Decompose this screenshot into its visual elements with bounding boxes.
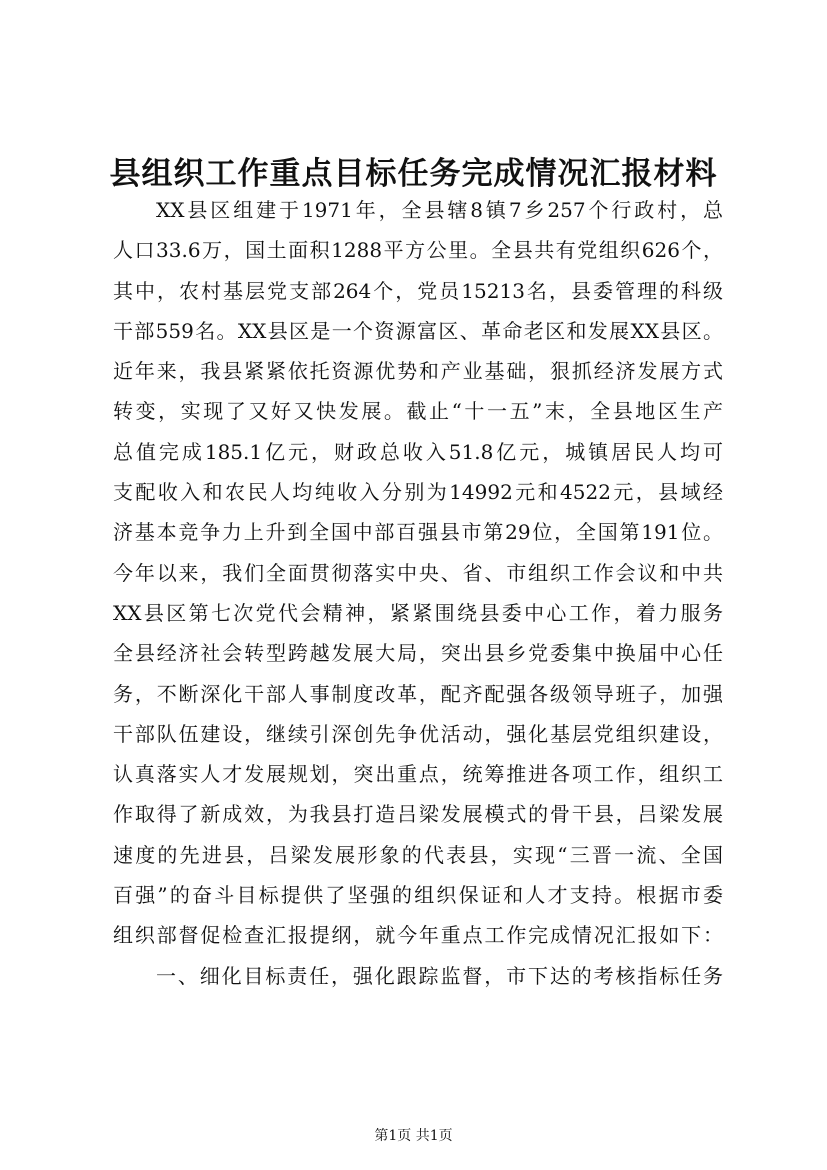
body-line: 百强”的奋斗目标提供了坚强的组织保证和人才支持。根据市委 — [113, 883, 723, 908]
body-line: 近年来，我县紧紧依托资源优势和产业基础，狠抓经济发展方式 — [113, 359, 723, 384]
body-line: 干部559名。XX县区是一个资源富区、革命老区和发展XX县区。 — [113, 318, 723, 343]
body-line: XX县区组建于1971年，全县辖8镇7乡257个行政村，总 — [156, 198, 723, 222]
body-line: 转变，实现了又好又快发展。截止“十一五”末，全县地区生产 — [113, 399, 723, 424]
body-line: 支配收入和农民人均纯收入分别为14992元和4522元，县域经 — [113, 480, 723, 505]
body-line: 全县经济社会转型跨越发展大局，突出县乡党委集中换届中心任 — [113, 641, 723, 666]
body-line: 组织部督促检查汇报提纲，就今年重点工作完成情况汇报如下： — [113, 923, 723, 948]
body-line: 其中，农村基层党支部264个，党员15213名，县委管理的科级 — [113, 278, 723, 303]
body-line: XX县区第七次党代会精神，紧紧围绕县委中心工作，着力服务 — [113, 600, 723, 625]
body-line: 作取得了新成效，为我县打造吕梁发展模式的骨干县，吕梁发展 — [113, 802, 723, 827]
body-line: 人口33.6万，国土面积1288平方公里。全县共有党组织626个， — [113, 238, 723, 263]
body-line: 一、细化目标责任，强化跟踪监督，市下达的考核指标任务 — [156, 963, 723, 988]
body-line: 总值完成185.1亿元，财政总收入51.8亿元，城镇居民人均可 — [113, 439, 723, 464]
body-line: 认真落实人才发展规划，突出重点，统筹推进各项工作，组织工 — [113, 762, 723, 787]
body-line: 速度的先进县，吕梁发展形象的代表县，实现“三晋一流、全国 — [113, 842, 723, 867]
body-line: 务，不断深化干部人事制度改革，配齐配强各级领导班子，加强 — [113, 681, 723, 706]
body-line: 干部队伍建设，继续引深创先争优活动，强化基层党组织建设， — [113, 721, 723, 746]
document-body — [113, 190, 723, 996]
body-line: 济基本竞争力上升到全国中部百强县市第29位，全国第191位。 — [113, 520, 723, 545]
page-footer: 第1页 共1页 — [374, 1128, 453, 1144]
document-title: 县组织工作重点目标任务完成情况汇报材料 — [109, 156, 718, 192]
body-line: 今年以来，我们全面贯彻落实中央、省、市组织工作会议和中共 — [113, 560, 723, 585]
